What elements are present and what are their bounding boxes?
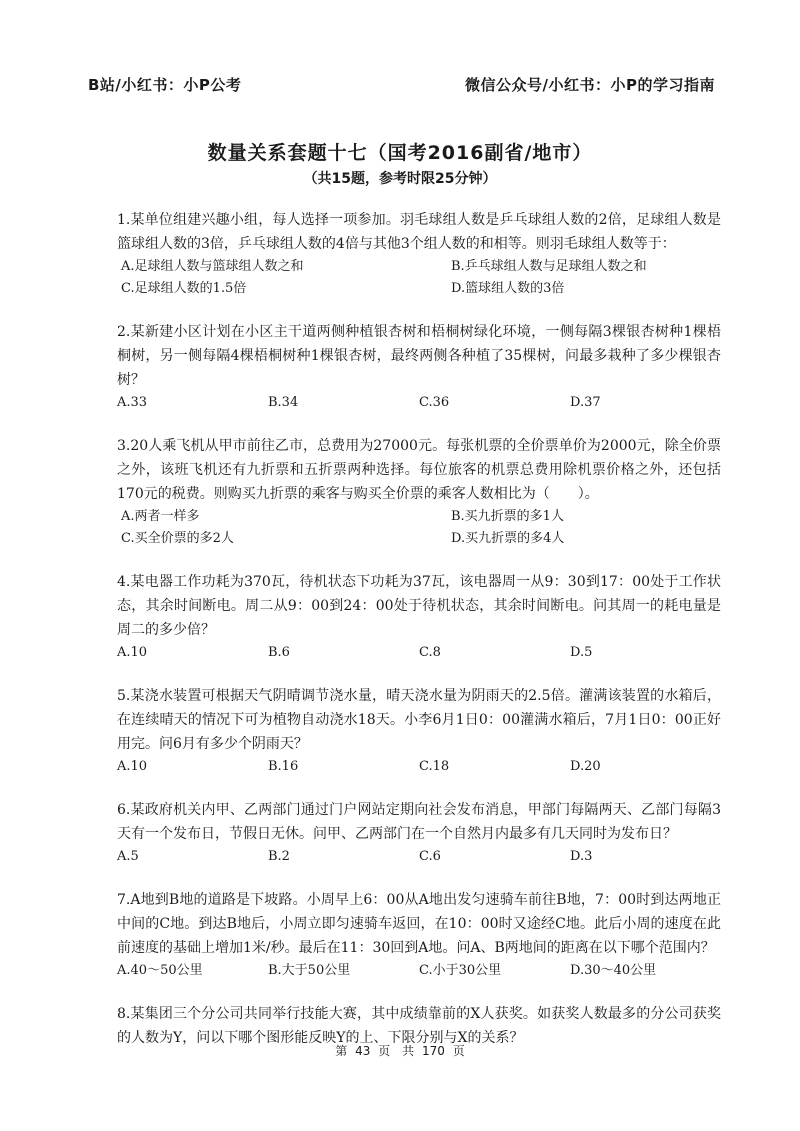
option-a: A.10	[117, 759, 148, 774]
option-c: C.买全价票的多2人	[121, 531, 234, 546]
option-list	[117, 392, 721, 414]
option-c: C.8	[419, 645, 441, 660]
question-stem: 3.20人乘飞机从甲市前往乙市，总费用为27000元。每张机票的全价票单价为2000元，除全价票之外，该班飞机还有九折票和五折票两种选择。每位旅客的机票总费用除机票价格之外，还包括170元的税费。则购买九折票的乘客与购买全价票的乘客人数相比为（ ）。	[117, 438, 721, 502]
option-b: B.乒乓球组人数与足球组人数之和	[451, 259, 647, 274]
question-stem: 1.某单位组建兴趣小组，每人选择一项参加。羽毛球组人数是乒乓球组人数的2倍，足球组人数是篮球组人数的3倍，乒乓球组人数的4倍与其他3个组人数的和相等。则羽毛球组人数等于：	[117, 212, 721, 252]
footer-mid: 页 共	[378, 1044, 415, 1058]
header-right: 微信公众号/小红书：小P的学习指南	[465, 76, 715, 94]
option-b: B.买九折票的多1人	[451, 509, 564, 524]
total-pages: 170	[422, 1044, 445, 1058]
option-list	[117, 756, 721, 778]
option-b: B.6	[268, 645, 290, 660]
option-a: A.40～50公里	[117, 963, 203, 978]
question-stem: 4.某电器工作功耗为370瓦，待机状态下功耗为37瓦，该电器周一从9：30到17：00处于工作状态，其余时间断电。周二从9：00到24：00处于待机状态，其余时间断电。问其周一的耗电量是周二的多少倍？	[117, 574, 721, 638]
option-list	[117, 960, 721, 982]
question-stem: 6.某政府机关内甲、乙两部门通过门户网站定期向社会发布消息，甲部门每隔两天、乙部门每隔3天有一个发布日，节假日无休。问甲、乙两部门在一个自然月内最多有几天同时为发布日？	[117, 802, 721, 842]
option-list	[117, 506, 721, 550]
option-a: A.足球组人数与篮球组人数之和	[121, 259, 304, 274]
page-subtitle: （共15题，参考时限25分钟）	[303, 171, 497, 187]
question-1	[117, 208, 721, 300]
page-title: 数量关系套题十七（国考2016副省/地市）	[207, 142, 593, 164]
question-4	[117, 570, 721, 664]
option-c: C.18	[419, 759, 450, 774]
option-c: C.6	[419, 849, 441, 864]
option-list	[117, 846, 721, 868]
question-2	[117, 320, 721, 414]
question-6	[117, 798, 721, 868]
option-d: D.37	[570, 395, 601, 410]
question-stem: 7.A地到B地的道路是下坡路。小周早上6：00从A地出发匀速骑车前往B地，7：00时到达两地正中间的C地。到达B地后，小周立即匀速骑车返回，在10：00时又途经C地。此后小周的速度在此前速度的基础上增加1米/秒。最后在11：30回到A地。问A、B两地间的距离在以下哪个范围内？	[117, 892, 721, 956]
option-b: B.16	[268, 759, 299, 774]
option-c: C.足球组人数的1.5倍	[121, 281, 247, 296]
option-d: D.20	[570, 759, 601, 774]
question-5	[117, 684, 721, 778]
option-a: A.10	[117, 645, 148, 660]
option-a: A.两者一样多	[121, 509, 200, 524]
page-number: 43	[355, 1044, 371, 1058]
option-b: B.大于50公里	[268, 963, 351, 978]
option-d: D.3	[570, 849, 593, 864]
footer-suffix: 页	[452, 1044, 465, 1058]
option-d: D.买九折票的多4人	[451, 531, 565, 546]
option-b: B.2	[268, 849, 290, 864]
question-3	[117, 434, 721, 550]
option-list	[117, 642, 721, 664]
option-a: A.5	[117, 849, 139, 864]
option-c: C.36	[419, 395, 450, 410]
option-d: D.篮球组人数的3倍	[451, 281, 565, 296]
question-stem: 8.某集团三个分公司共同举行技能大赛，其中成绩靠前的X人获奖。如获奖人数最多的分公司获奖的人数为Y，问以下哪个图形能反映Y的上、下限分别与X的关系？	[117, 1006, 721, 1046]
footer-prefix: 第	[335, 1044, 348, 1058]
question-7	[117, 888, 721, 982]
option-d: D.30～40公里	[570, 963, 657, 978]
header-left: B站/小红书：小P公考	[88, 76, 242, 94]
option-b: B.34	[268, 395, 299, 410]
question-stem: 5.某浇水装置可根据天气阴晴调节浇水量，晴天浇水量为阴雨天的2.5倍。灌满该装置的水箱后，在连续晴天的情况下可为植物自动浇水18天。小李6月1日0：00灌满水箱后，7月1日0：00正好用完。问6月有多少个阴雨天？	[117, 688, 721, 752]
page-footer	[0, 1042, 800, 1059]
option-a: A.33	[117, 395, 148, 410]
option-c: C.小于30公里	[419, 963, 502, 978]
question-list	[117, 208, 721, 1070]
option-list	[117, 256, 721, 300]
option-d: D.5	[570, 645, 593, 660]
question-stem: 2.某新建小区计划在小区主干道两侧种植银杏树和梧桐树绿化环境，一侧每隔3棵银杏树种1棵梧桐树，另一侧每隔4棵梧桐树种1棵银杏树，最终两侧各种植了35棵树，问最多栽种了多少棵银杏树？	[117, 324, 721, 388]
